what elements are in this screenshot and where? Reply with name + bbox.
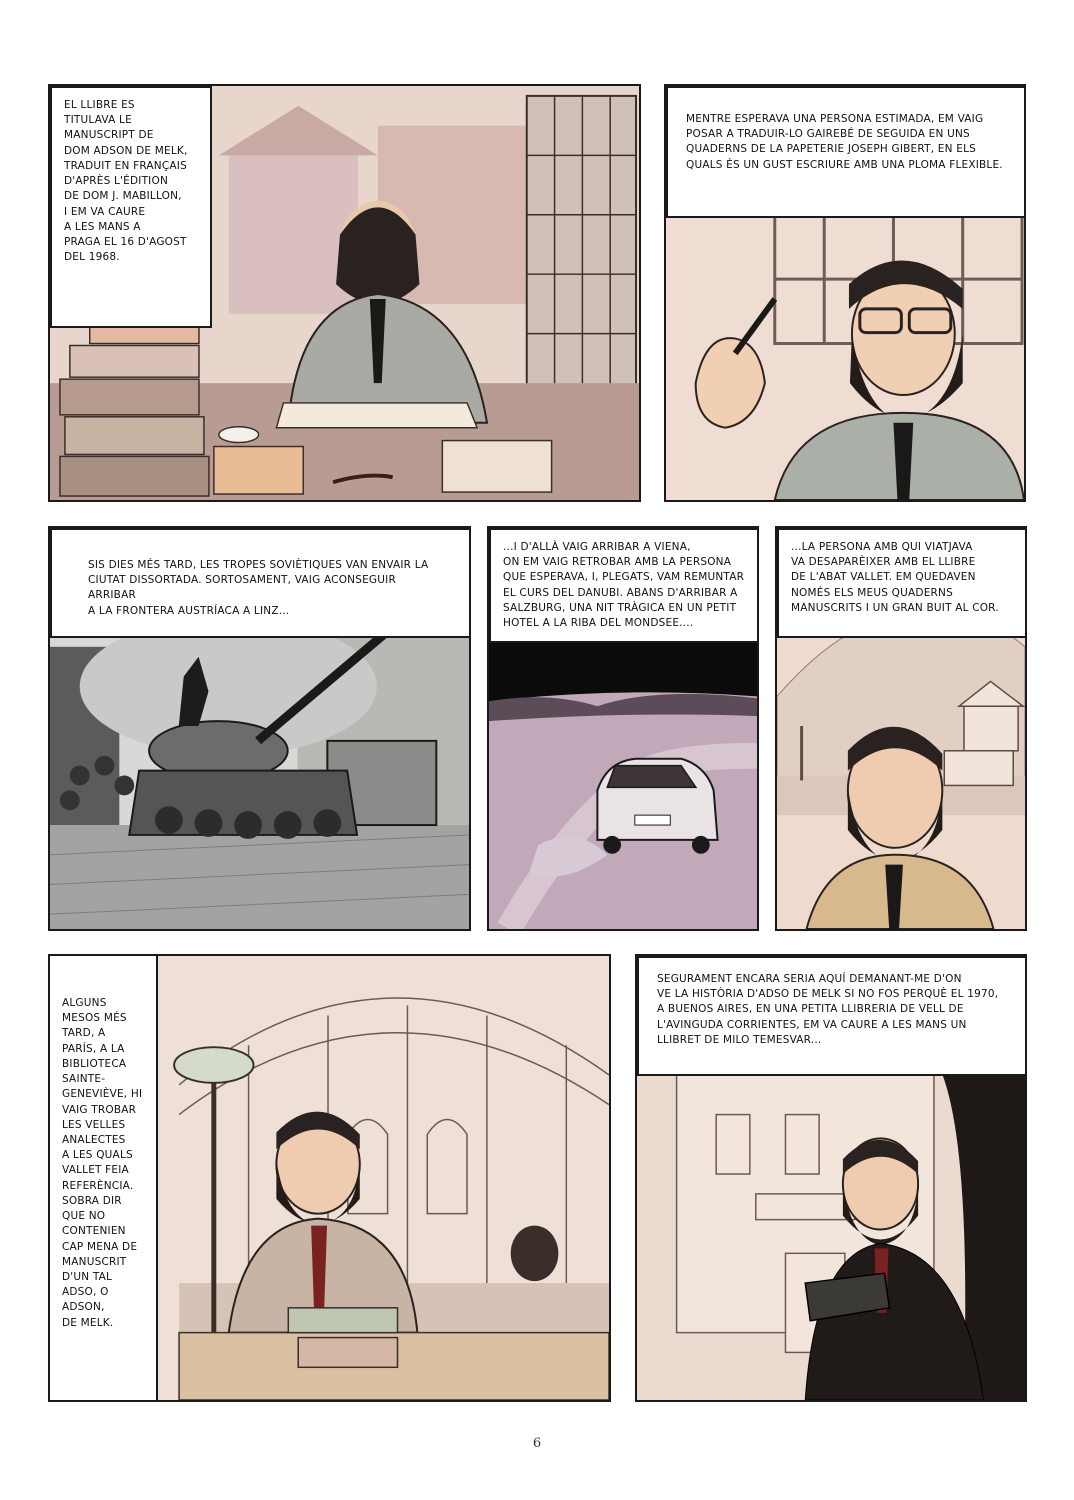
panel-1: [48, 84, 641, 502]
panel-2: [664, 84, 1026, 502]
panel-5: [775, 526, 1027, 931]
panel-1-caption: EL LLIBRE ES TITULAVA LE MANUSCRIPT DE DOM ADSON DE MELK, TRADUIT EN FRANÇAIS D'APRÈS L'ÉDITION DE DOM J. MABILLON, I EM VA CAURE A LES MANS A PRAGA EL 16 D'AGOST DEL 1968.: [50, 86, 212, 328]
panel-7-caption: SEGURAMENT ENCARA SERIA AQUÍ DEMANANT-ME D'ON VE LA HISTÒRIA D'ADSO DE MELK SI NO FOS PERQUÈ EL 1970, A BUENOS AIRES, EN UNA PETITA LLIBRERIA DE VELL DE L'AVINGUDA CORRIENTES, EM VA CAURE A LES MANS UN LLIBRET DE MILO TEMESVAR...: [637, 956, 1027, 1076]
panel-6: [48, 954, 611, 1402]
panel-3-caption: SIS DIES MÉS TARD, LES TROPES SOVIÈTIQUES VAN ENVAIR LA CIUTAT DISSORTADA. SORTOSAMENT, VAIG ACONSEGUIR ARRIBAR A LA FRONTERA AUSTRÍACA A LINZ...: [50, 528, 471, 638]
panel-5-caption: ...LA PERSONA AMB QUI VIATJAVA VA DESAPARÈIXER AMB EL LLIBRE DE L'ABAT VALLET. EM QUEDAVEN NOMÉS ELS MEUS QUADERNS MANUSCRITS I UN GRAN BUIT AL COR.: [777, 528, 1027, 638]
panel-3: [48, 526, 471, 931]
panel-7: [635, 954, 1027, 1402]
panel-2-caption: MENTRE ESPERAVA UNA PERSONA ESTIMADA, EM VAIG POSAR A TRADUIR-LO GAIREBÉ DE SEGUIDA EN UNS QUADERNS DE LA PAPETERIE JOSEPH GIBERT, EN ELS QUALS ÉS UN GUST ESCRIURE AMB UNA PLOMA FLEXIBLE.: [666, 86, 1026, 218]
page-number: 6: [532, 1436, 542, 1451]
panel-6-caption: ALGUNS MESOS MÉS TARD, A PARÍS, A LA BIBLIOTECA SAINTE- GENEVIÈVE, HI VAIG TROBAR LES VELLES ANALECTES A LES QUALS VALLET FEIA REFERÈNCIA. SOBRA DIR QUE NO CONTENIEN CAP MENA DE MANUSCRIT D'UN TAL ADSO, O ADSON, DE MELK.: [50, 956, 158, 1402]
panel-4: [487, 526, 759, 931]
panel-4-caption: ...I D'ALLÀ VAIG ARRIBAR A VIENA, ON EM VAIG RETROBAR AMB LA PERSONA QUE ESPERAVA, I, PLEGATS, VAM REMUNTAR EL CURS DEL DANUBI. ABANS D'ARRIBAR A SALZBURG, UNA NIT TRÀGICA EN UN PETIT HOTEL A LA RIBA DEL MONDSEE....: [489, 528, 759, 643]
